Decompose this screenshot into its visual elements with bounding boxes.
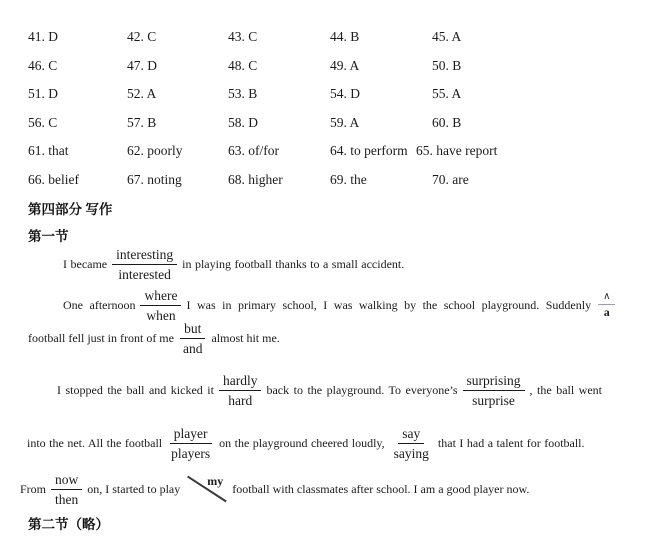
correction-pair: [219, 372, 262, 409]
line-text: in playing football thanks to a small accident.: [182, 256, 405, 271]
line-text: almost hit me.: [211, 330, 280, 345]
line-text: I stopped the ball and kicked it: [57, 382, 214, 397]
answer-cell: 47. D: [127, 57, 157, 73]
answer-cell: 43. C: [228, 29, 258, 44]
answer-cell: 66. belief: [28, 171, 79, 187]
answer-row: [0, 114, 650, 131]
line-text: that I had a talent for football.: [437, 435, 585, 450]
corrected-word: when: [146, 307, 176, 323]
section1-heading: 第一节: [28, 229, 69, 244]
line-text: on, I started to play: [87, 481, 181, 496]
answer-cell: 41. D: [28, 29, 58, 44]
correction-pair: [51, 471, 82, 508]
answer-grid: [0, 28, 650, 188]
original-word: now: [51, 471, 82, 490]
section2-heading: 第二节（略）: [28, 517, 109, 532]
correction-line: [27, 421, 585, 465]
corrected-word: and: [182, 340, 203, 356]
answer-cell: 51. D: [28, 86, 58, 101]
line-text: football with classmates after school. I am a good player now.: [232, 481, 530, 496]
answer-cell: 55. A: [432, 86, 462, 101]
corrected-word: players: [171, 445, 211, 461]
correction-pair: [390, 425, 433, 462]
answer-cell: 69. the: [330, 171, 367, 187]
original-word: say: [398, 425, 424, 444]
part4-heading: 第四部分 写作: [28, 202, 113, 217]
corrected-word: then: [55, 491, 79, 507]
line-text: From: [20, 481, 47, 496]
correction-pair: [112, 246, 177, 283]
answer-cell: 45. A: [432, 29, 462, 44]
answer-cell: 48. C: [228, 57, 258, 73]
answer-cell: 59. A: [330, 114, 360, 130]
answer-cell: 68. higher: [228, 171, 283, 187]
line-text: One afternoon: [63, 297, 136, 312]
line-text: on the playground cheered loudly,: [219, 435, 385, 450]
corrected-word: surprise: [472, 392, 515, 408]
corrected-word: interested: [118, 266, 171, 282]
answer-cell: 62. poorly: [127, 143, 183, 158]
deleted-word: [189, 459, 223, 519]
answer-row: [0, 85, 650, 102]
original-word: interesting: [112, 246, 177, 265]
answer-cell: 54. D: [330, 86, 360, 101]
correction-line: [20, 467, 529, 511]
answer-cell: 61. that: [28, 143, 69, 158]
original-word: hardly: [219, 372, 262, 391]
line-text: football fell just in front of me: [28, 330, 174, 345]
correction-line: [63, 242, 404, 286]
correction-pair: [463, 372, 525, 409]
answer-cell: 44. B: [330, 29, 360, 44]
original-word: where: [140, 287, 181, 306]
original-word: player: [170, 425, 212, 444]
answer-row: [0, 142, 650, 159]
insertion-mark: [598, 292, 615, 319]
correction-pair: [167, 425, 214, 462]
answer-cell: 46. C: [28, 57, 58, 73]
line-text: back to the playground. To everyone’s: [266, 382, 458, 397]
answer-cell: 52. A: [127, 86, 157, 101]
answer-cell: 58. D: [228, 114, 258, 130]
correction-pair: [179, 320, 207, 357]
answer-row: [0, 57, 650, 74]
line-text: I was in primary school, I was walking by the school playground. Suddenly: [186, 297, 592, 312]
line-text: , the ball went: [529, 382, 603, 397]
answer-cell: 53. B: [228, 86, 258, 101]
answer-cell: 57. B: [127, 114, 157, 130]
caret-icon: ∧: [598, 292, 615, 305]
correction-line: [28, 316, 280, 360]
original-word: but: [180, 320, 205, 339]
deleted-word-text: my: [207, 474, 224, 488]
answer-cell: 42. C: [127, 29, 157, 44]
corrected-word: hard: [228, 392, 253, 408]
answer-cell: 64. to perform: [330, 143, 408, 158]
answer-cell: 60. B: [432, 114, 462, 130]
original-word: surprising: [463, 372, 525, 391]
answer-row: [0, 171, 650, 188]
correction-line: [57, 368, 602, 412]
answer-cell: 67. noting: [127, 171, 182, 187]
answer-cell: 63. of/for: [228, 143, 279, 158]
line-text: I became: [63, 256, 108, 271]
corrected-word: saying: [393, 445, 429, 461]
answer-row: [0, 28, 650, 45]
inserted-word: a: [603, 304, 610, 319]
line-text: into the net. All the football: [27, 435, 163, 450]
answer-cell: 49. A: [330, 57, 360, 73]
answer-cell: 70. are: [432, 171, 469, 187]
answer-cell: 65. have report: [416, 143, 498, 158]
answer-cell: 50. B: [432, 57, 462, 73]
answer-cell: 56. C: [28, 114, 58, 130]
